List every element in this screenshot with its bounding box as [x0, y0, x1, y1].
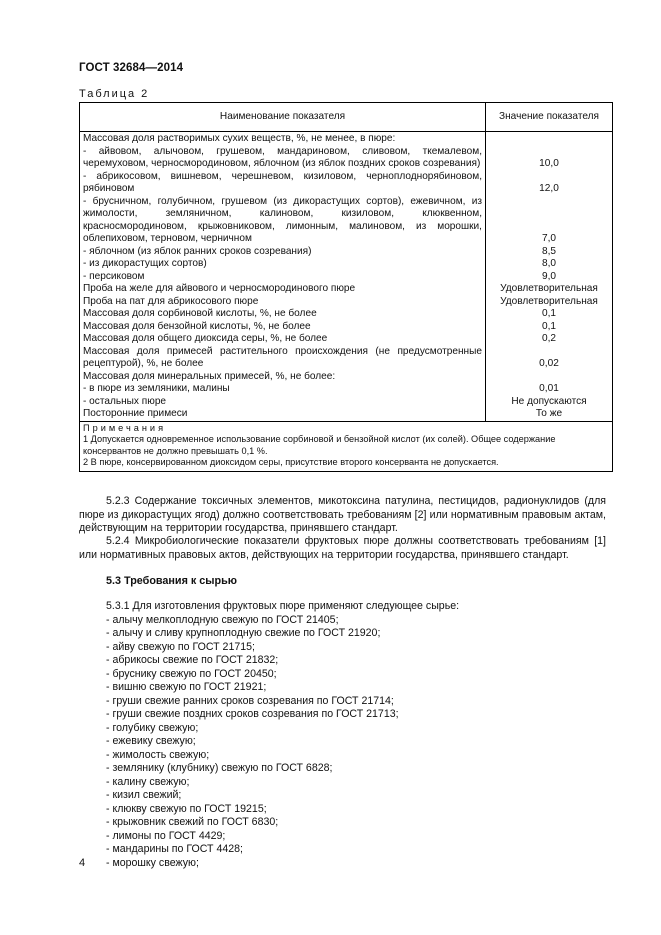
- table-row: [80, 346, 613, 371]
- section-title: 5.3 Требования к сырью: [106, 575, 237, 587]
- list-item: - жимолость свежую;: [106, 748, 210, 761]
- table-row: [80, 408, 613, 421]
- paragraph-text: 5.2.4 Микробиологические показатели фруктовых пюре должны соответствовать требованиям [1] или нормативных правовых актов, действующих на территории государства, принявшего стандарт.: [79, 535, 606, 561]
- value-cell: 0,1: [486, 308, 613, 321]
- list-item: - алычу мелкоплодную свежую по ГОСТ 21405;: [106, 613, 339, 626]
- paragraph-text: 5.2.3 Содержание токсичных элементов, микотоксина патулина, пестицидов, радионуклидов (для пюре из дикорастущих ягод) должно соответствовать требованиям [2] или нормативным правовым актам, действующим на территории государства, принявшего стандарт.: [79, 495, 606, 534]
- table-row: [80, 171, 613, 196]
- table-row: [80, 371, 613, 384]
- indicators-table: [79, 102, 613, 472]
- value-cell: 8,0: [486, 258, 613, 271]
- list-item: - морошку свежую;: [106, 856, 199, 869]
- table-row: [80, 283, 613, 296]
- table-row: [80, 132, 613, 146]
- value-cell: 8,5: [486, 246, 613, 259]
- table-caption: Таблица 2: [79, 88, 150, 100]
- value-cell: Не допускаются: [486, 396, 613, 409]
- indicator-cell: - яблочном (из яблок ранних сроков созревания): [80, 246, 486, 259]
- indicator-cell: Проба на пат для абрикосового пюре: [80, 296, 486, 309]
- table-row: [80, 321, 613, 334]
- value-cell: 0,01: [486, 383, 613, 396]
- indicator-cell: - из дикорастущих сортов): [80, 258, 486, 271]
- indicator-cell: Массовая доля общего диоксида серы, %, не более: [80, 333, 486, 346]
- table-row: [80, 308, 613, 321]
- note-item: 2 В пюре, консервированном диоксидом серы, присутствие второго консерванта не допускается.: [83, 457, 499, 467]
- indicator-cell: - персиковом: [80, 271, 486, 284]
- value-cell: 0,02: [486, 346, 613, 371]
- list-item: - калину свежую;: [106, 775, 190, 788]
- list-item: - бруснику свежую по ГОСТ 20450;: [106, 667, 277, 680]
- value-cell: [486, 371, 613, 384]
- column-header-indicator: Наименование показателя: [80, 103, 486, 132]
- value-cell: 0,1: [486, 321, 613, 334]
- value-cell: 10,0: [486, 146, 613, 171]
- value-cell: 9,0: [486, 271, 613, 284]
- indicator-cell: Массовая доля сорбиновой кислоты, %, не более: [80, 308, 486, 321]
- list-item: - вишню свежую по ГОСТ 21921;: [106, 681, 267, 693]
- notes-title: Примечания: [83, 422, 167, 433]
- value-cell: [486, 132, 613, 146]
- raw-materials-list: [79, 600, 606, 870]
- table-row: [80, 196, 613, 246]
- column-header-value: Значение показателя: [486, 103, 613, 132]
- table-row: [80, 296, 613, 309]
- indicator-cell: - остальных пюре: [80, 396, 486, 409]
- value-cell: То же: [486, 408, 613, 421]
- indicator-cell: Массовая доля примесей растительного происхождения (не предусмотренные рецептурой), %, не более: [80, 346, 486, 371]
- list-item: - груши свежие поздних сроков созревания по ГОСТ 21713;: [106, 708, 399, 720]
- list-item: - абрикосы свежие по ГОСТ 21832;: [106, 654, 279, 666]
- list-item: - крыжовник свежий по ГОСТ 6830;: [106, 816, 279, 828]
- list-intro: 5.3.1 Для изготовления фруктовых пюре применяют следующее сырье:: [106, 600, 460, 612]
- list-item: - лимоны по ГОСТ 4429;: [106, 829, 226, 842]
- indicator-cell: Посторонние примеси: [80, 408, 486, 421]
- indicator-cell: - в пюре из земляники, малины: [80, 383, 486, 396]
- table-notes: [80, 421, 613, 471]
- indicator-cell: - брусничном, голубичном, грушевом (из дикорастущих сортов), ежевичном, из жимолости, земляничном, калиновом, кизиловом, клюквенном, красносмородиновом, крыжовниковом, лимонным, малиновом, из морошки, облепиховом, терновом, черничном: [80, 196, 486, 246]
- table-row: [80, 258, 613, 271]
- list-item: - мандарины по ГОСТ 4428;: [106, 843, 243, 855]
- list-item: - клюкву свежую по ГОСТ 19215;: [106, 802, 267, 815]
- indicator-cell: Массовая доля бензойной кислоты, %, не более: [80, 321, 486, 334]
- value-cell: Удовлетворительная: [486, 296, 613, 309]
- value-cell: 0,2: [486, 333, 613, 346]
- list-item: - землянику (клубнику) свежую по ГОСТ 6828;: [106, 762, 333, 774]
- value-cell: 12,0: [486, 171, 613, 196]
- list-item: - голубику свежую;: [106, 721, 199, 734]
- indicator-cell: - айвовом, алычовом, грушевом, мандариновом, сливовом, ткемалевом, черемуховом, черносмородиновом, яблочном (из яблок поздних сроков созревания): [80, 146, 486, 171]
- paragraph-5-2-3: [79, 495, 606, 536]
- value-cell: Удовлетворительная: [486, 283, 613, 296]
- list-item: - кизил свежий;: [106, 789, 182, 801]
- list-item: - айву свежую по ГОСТ 21715;: [106, 640, 255, 653]
- indicator-cell: - абрикосовом, вишневом, черешневом, кизиловом, черноплоднорябиновом, рябиновом: [80, 171, 486, 196]
- list-item: - груши свежие ранних сроков созревания по ГОСТ 21714;: [106, 694, 394, 707]
- indicator-cell: Массовая доля минеральных примесей, %, не более:: [80, 371, 486, 384]
- table-row: [80, 396, 613, 409]
- table-row: [80, 383, 613, 396]
- list-item: - ежевику свежую;: [106, 735, 196, 747]
- indicator-cell: Проба на желе для айвового и черносмородинового пюре: [80, 283, 486, 296]
- table-header-row: [80, 103, 613, 132]
- list-item: - алычу и сливу крупноплодную свежие по ГОСТ 21920;: [106, 627, 381, 639]
- table-row: [80, 146, 613, 171]
- value-cell: 7,0: [486, 196, 613, 246]
- paragraph-5-2-4: [79, 535, 606, 562]
- table-notes-row: [80, 421, 613, 471]
- page-number: 4: [79, 857, 86, 869]
- document-header: ГОСТ 32684—2014: [79, 62, 184, 74]
- indicator-cell: Массовая доля растворимых сухих веществ, %, не менее, в пюре:: [80, 132, 486, 146]
- table-row: [80, 271, 613, 284]
- table-row: [80, 246, 613, 259]
- note-item: 1 Допускается одновременное использование сорбиновой и бензойной кислот (их солей). Общее содержание консервантов не должно превышать 0,1 %.: [83, 434, 556, 456]
- table-row: [80, 333, 613, 346]
